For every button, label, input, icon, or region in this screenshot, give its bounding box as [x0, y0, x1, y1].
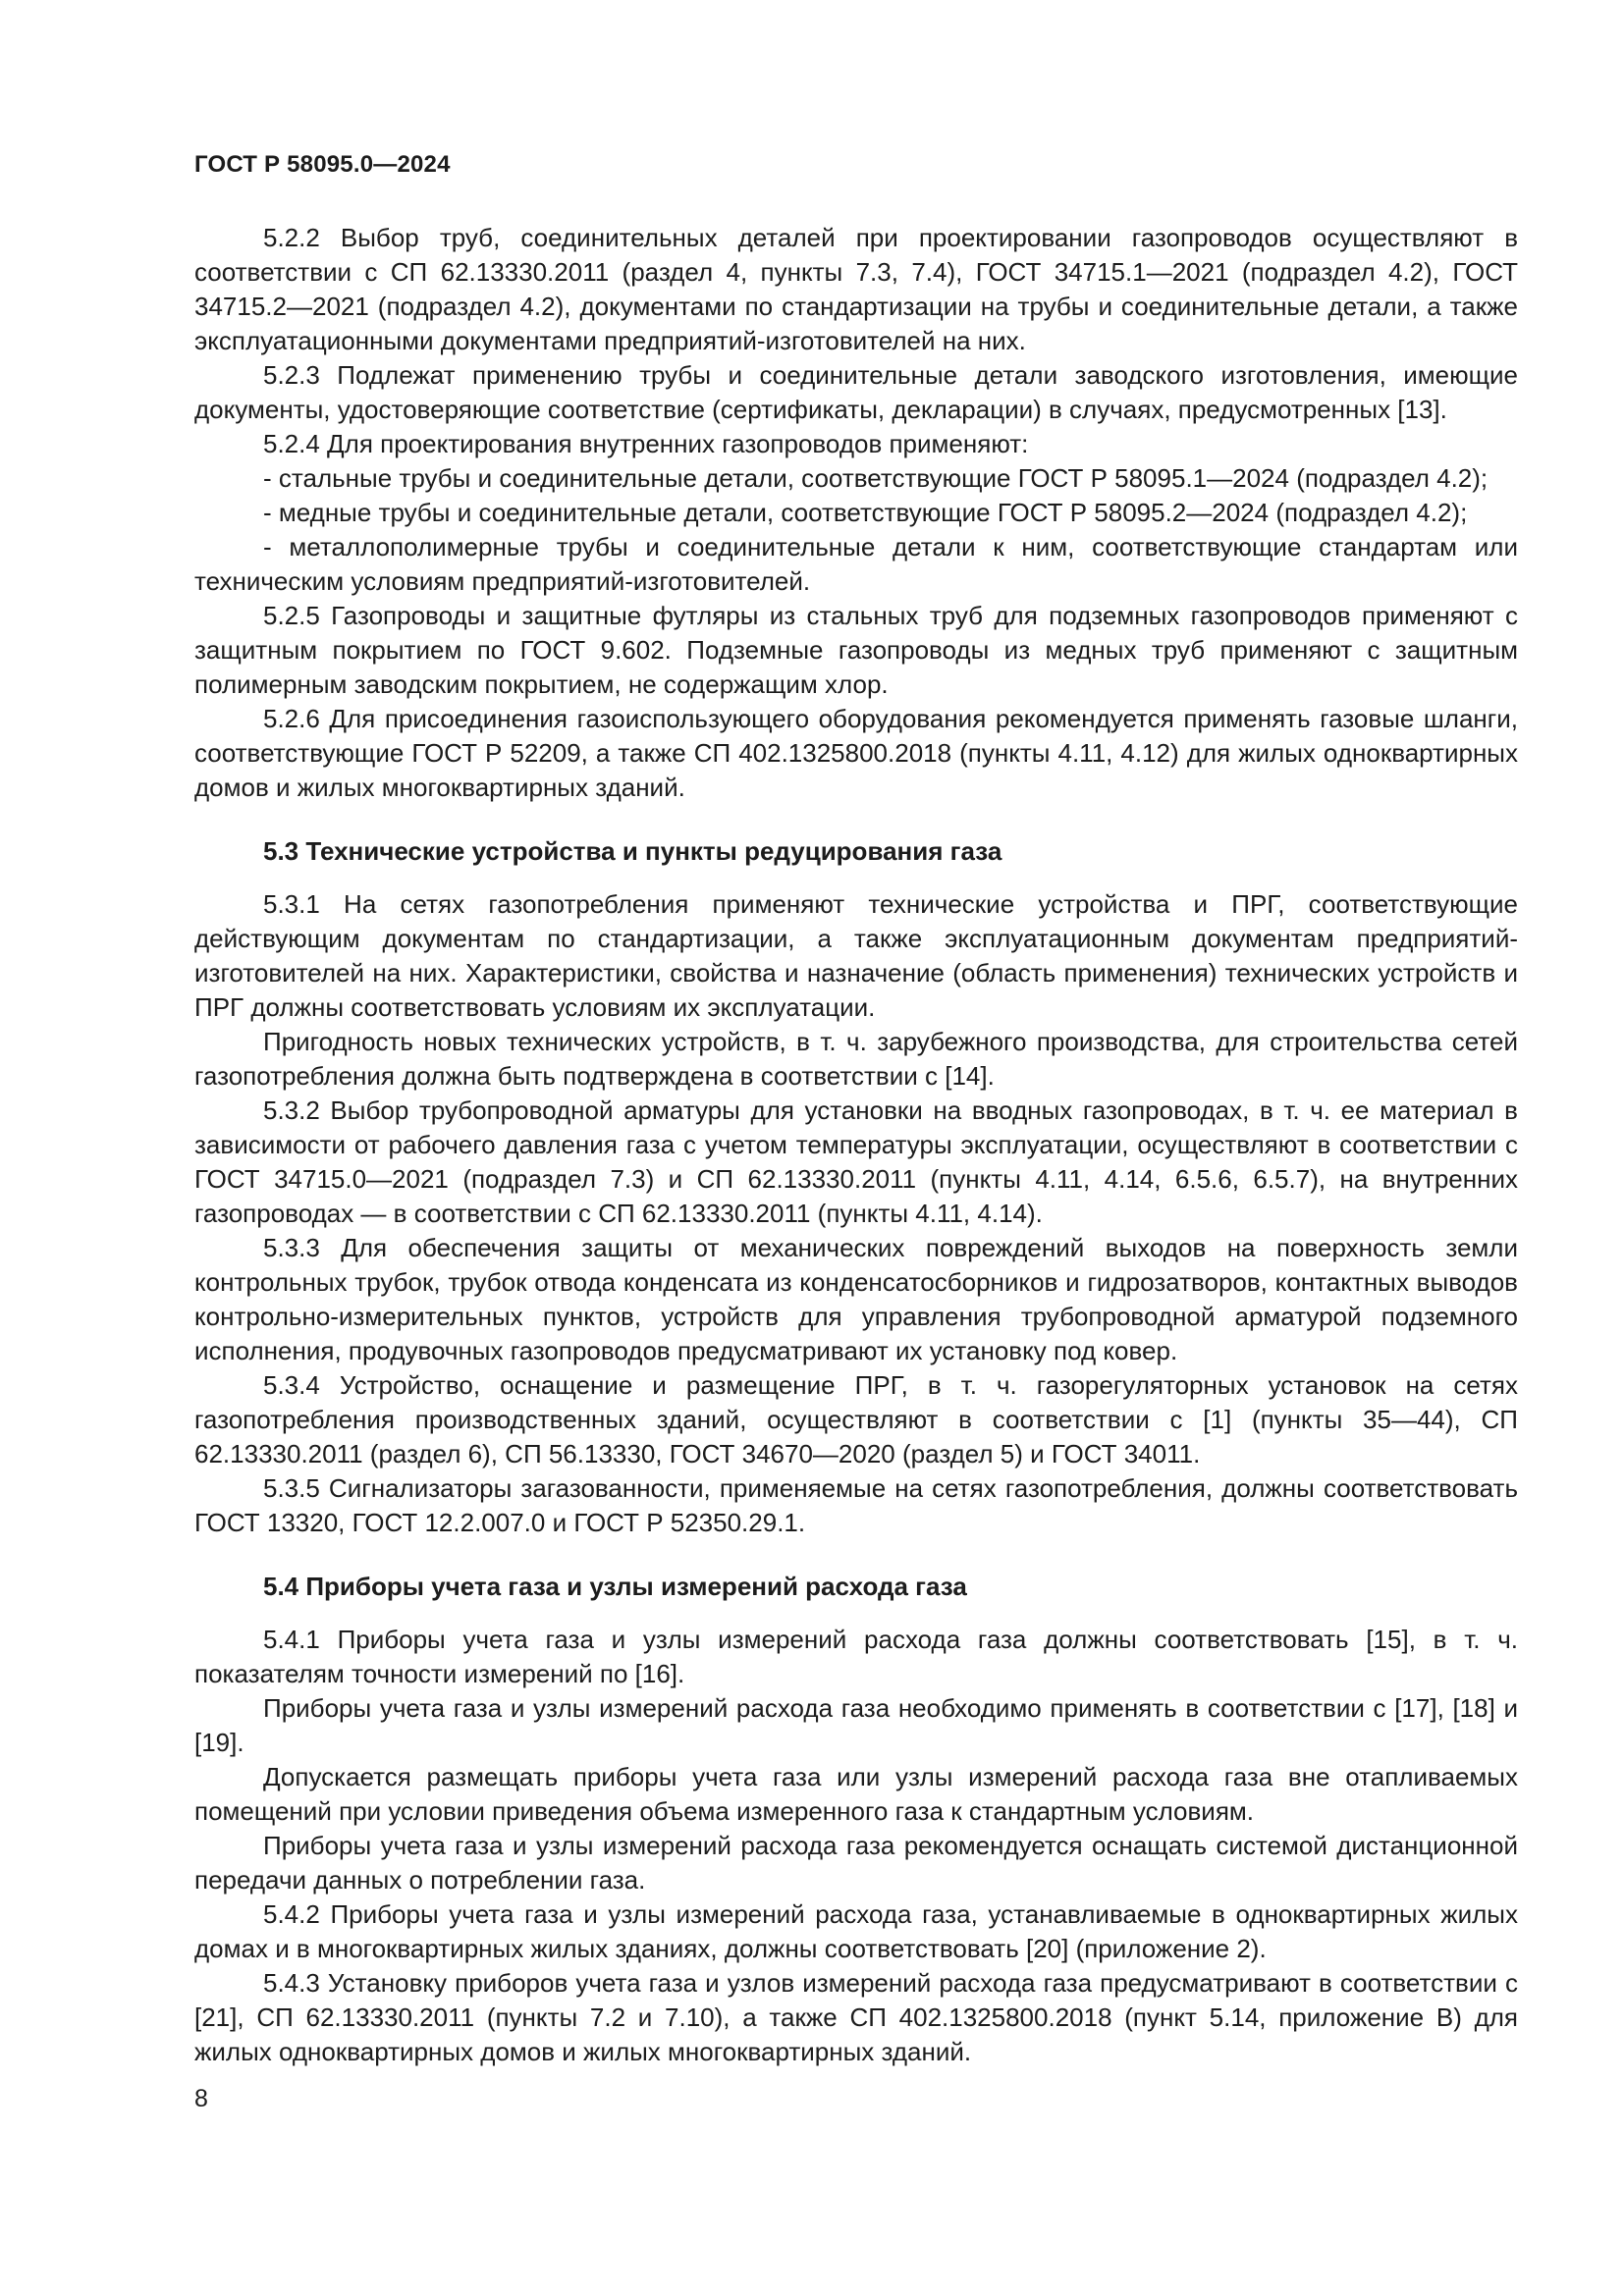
paragraph: 5.3.3 Для обеспечения защиты от механических повреждений выходов на поверхность земли контрольных трубок, трубок отвода конденсата из конденсатосборников и гидрозатворов, контактных выводов контрольно-измерительных пунктов, устройств для управления трубопроводной арматурой подземного исполнения, продувочных газопроводов предусматривают их установку под ковер.: [194, 1233, 1518, 1365]
paragraph: Пригодность новых технических устройств, в т. ч. зарубежного производства, для строительства сетей газопотребления должна быть подтверждена в соответствии с [14].: [194, 1027, 1518, 1091]
section-heading: 5.4 Приборы учета газа и узлы измерений расхода газа: [263, 1572, 967, 1601]
list-item: - медные трубы и соединительные детали, соответствующие ГОСТ Р 58095.2—2024 (подраздел 4.2);: [263, 498, 1468, 527]
paragraph: 5.4.3 Установку приборов учета газа и узлов измерений расхода газа предусматривают в соответствии с [21], СП 62.13330.2011 (пункты 7.2 и 7.10), а также СП 402.1325800.2018 (пункт 5.14, приложение В) для жилых одноквартирных домов и жилых многоквартирных зданий.: [194, 1968, 1518, 2066]
paragraph: 5.2.6 Для присоединения газоиспользующего оборудования рекомендуется применять газовые шланги, соответствующие ГОСТ Р 52209, а также СП 402.1325800.2018 (пункты 4.11, 4.12) для жилых одноквартирных домов и жилых многоквартирных зданий.: [194, 704, 1518, 802]
paragraph: Приборы учета газа и узлы измерений расхода газа необходимо применять в соответствии с [17], [18] и [19].: [194, 1693, 1518, 1757]
page-number: 8: [194, 2085, 208, 2112]
paragraph: 5.4.2 Приборы учета газа и узлы измерений расхода газа, устанавливаемые в одноквартирных жилых домах и в многоквартирных жилых зданиях, должны соответствовать [20] (приложение 2).: [194, 1899, 1518, 1963]
paragraph: 5.2.4 Для проектирования внутренних газопроводов применяют:: [263, 429, 1029, 458]
paragraph: 5.4.1 Приборы учета газа и узлы измерений расхода газа должны соответствовать [15], в т. ч. показателям точности измерений по [16].: [194, 1625, 1518, 1688]
paragraph: Приборы учета газа и узлы измерений расхода газа рекомендуется оснащать системой дистанционной передачи данных о потреблении газа.: [194, 1831, 1518, 1895]
paragraph: 5.2.3 Подлежат применению трубы и соединительные детали заводского изготовления, имеющие документы, удостоверяющие соответствие (сертификаты, декларации) в случаях, предусмотренных [13].: [194, 360, 1518, 424]
paragraph: 5.2.2 Выбор труб, соединительных деталей при проектировании газопроводов осуществляют в соответствии с СП 62.13330.2011 (раздел 4, пункты 7.3, 7.4), ГОСТ 34715.1—2021 (подраздел 4.2), ГОСТ 34715.2—2021 (подраздел 4.2), документами по стандартизации на трубы и соединительные детали, а также эксплуатационными документами предприятий-изготовителей на них.: [194, 223, 1518, 355]
paragraph: 5.2.5 Газопроводы и защитные футляры из стальных труб для подземных газопроводов применяют с защитным покрытием по ГОСТ 9.602. Подземные газопроводы из медных труб применяют с защитным полимерным заводским покрытием, не содержащим хлор.: [194, 601, 1518, 699]
paragraph: 5.3.4 Устройство, оснащение и размещение ПРГ, в т. ч. газорегуляторных установок на сетях газопотребления производственных зданий, осуществляют в соответствии с [1] (пункты 35—44), СП 62.13330.2011 (раздел 6), СП 56.13330, ГОСТ 34670—2020 (раздел 5) и ГОСТ 34011.: [194, 1370, 1518, 1468]
paragraph: 5.3.2 Выбор трубопроводной арматуры для установки на вводных газопроводах, в т. ч. ее материал в зависимости от рабочего давления газа с учетом температуры эксплуатации, осуществляют в соответствии с ГОСТ 34715.0—2021 (подраздел 7.3) и СП 62.13330.2011 (пункты 4.11, 4.14, 6.5.6, 6.5.7), на внутренних газопроводах — в соответствии с СП 62.13330.2011 (пункты 4.11, 4.14).: [194, 1095, 1518, 1228]
document-body: [194, 221, 1518, 2069]
paragraph: 5.3.5 Сигнализаторы загазованности, применяемые на сетях газопотребления, должны соответствовать ГОСТ 13320, ГОСТ 12.2.007.0 и ГОСТ Р 52350.29.1.: [194, 1473, 1518, 1537]
paragraph: Допускается размещать приборы учета газа или узлы измерений расхода газа вне отапливаемых помещений при условии приведения объема измеренного газа к стандартным условиям.: [194, 1762, 1518, 1826]
document-code-header: ГОСТ Р 58095.0—2024: [194, 151, 451, 178]
list-item: - стальные трубы и соединительные детали, соответствующие ГОСТ Р 58095.1—2024 (подраздел 4.2);: [263, 463, 1489, 493]
paragraph: 5.3.1 На сетях газопотребления применяют технические устройства и ПРГ, соответствующие действующим документам по стандартизации, а также эксплуатационным документам предприятий-изготовителей на них. Характеристики, свойства и назначение (область применения) технических устройств и ПРГ должны соответствовать условиям их эксплуатации.: [194, 889, 1518, 1022]
section-heading: 5.3 Технические устройства и пункты редуцирования газа: [263, 836, 1002, 866]
list-item: - металлополимерные трубы и соединительные детали к ним, соответствующие стандартам или техническим условиям предприятий-изготовителей.: [194, 532, 1518, 596]
